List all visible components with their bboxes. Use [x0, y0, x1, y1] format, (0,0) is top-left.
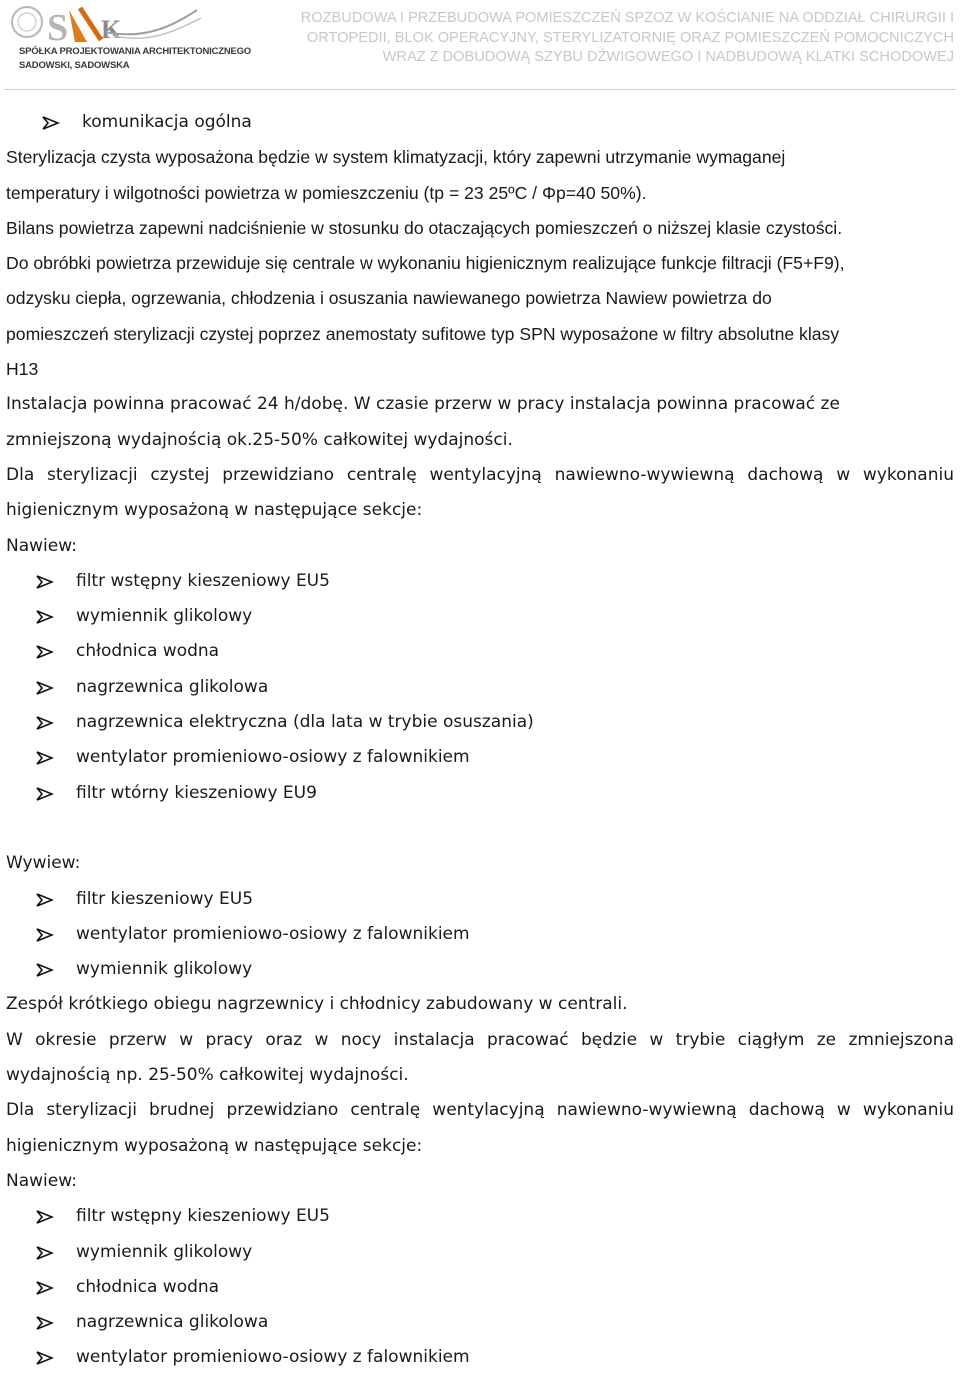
arrow-bullet-icon — [36, 564, 58, 599]
paragraph-line: pomieszczeń sterylizacji czystej poprzez anemostaty sufitowe typ SPN wyposażone w filtry absolutne klasy — [6, 323, 840, 344]
bullet-text: wentylator promieniowo-osiowy z falownikiem — [76, 747, 470, 768]
paragraph-line: wydajnością np. 25-50% całkowitej wydajności. — [6, 1065, 409, 1086]
bullet-text: nagrzewnica glikolowa — [76, 1312, 269, 1333]
bullet-text: wentylator promieniowo-osiowy z falownikiem — [76, 923, 470, 944]
project-title: ROZBUDOWA I PRZEBUDOWA POMIESZCZEŃ SPZOZ W KOŚCIANIE NA ODDZIAŁ CHIRURGII I ORTOPEDII, BLOK OPERACYJNY, STERYLIZATORNIĘ ORAZ POMIESZCZEŃ POMOCNICZYCH WRAZ Z DOBUDOWĄ SZYBU DŹWIGOWEGO I NADBUDOWĄ KLATKI SCHODOWEJ — [300, 10, 954, 65]
bullet-text: filtr kieszeniowy EU5 — [76, 888, 254, 909]
paragraph-line: higienicznym wyposażoną w następujące sekcje: — [6, 1135, 423, 1156]
arrow-bullet-icon — [36, 1235, 58, 1270]
bullet-text: wymiennik glikolowy — [76, 1241, 253, 1262]
arrow-bullet-icon — [36, 705, 58, 740]
bullet-text: nagrzewnica elektryczna (dla lata w trybie osuszania) — [76, 712, 534, 733]
paragraph-line: Sterylizacja czysta wyposażona będzie w system klimatyzacji, który zapewni utrzymanie wymaganej — [6, 147, 786, 168]
logo-owner-names: SADOWSKI, SADOWSKA — [19, 60, 130, 71]
arrow-bullet-icon — [36, 670, 58, 705]
paragraph-line: Zespół krótkiego obiegu nagrzewnicy i chłodnicy zabudowany w centrali. — [6, 994, 628, 1015]
company-logo — [5, 2, 252, 82]
paragraph-line: higienicznym wyposażoną w następujące sekcje: — [6, 500, 423, 521]
arrow-bullet-icon — [36, 1199, 58, 1234]
list-item — [6, 1199, 954, 1234]
list-item — [6, 634, 954, 669]
list-item — [6, 105, 954, 140]
paragraph-line: Do obróbki powietrza przewiduje się centrale w wykonaniu higienicznym realizujące funkcje filtracji (F5+F9), — [6, 253, 845, 274]
document-body — [6, 105, 954, 1376]
bullet-text: komunikacja ogólna — [82, 112, 252, 132]
arrow-bullet-icon — [36, 882, 58, 917]
spacer — [6, 811, 954, 846]
paragraph-line: zmniejszoną wydajnością ok.25-50% całkowitej wydajności. — [6, 429, 513, 450]
svg-text:S: S — [47, 7, 69, 49]
arrow-bullet-icon — [36, 740, 58, 775]
bullet-text: wymiennik glikolowy — [76, 606, 253, 627]
wywiew-list — [6, 882, 954, 988]
list-item — [6, 599, 954, 634]
arrow-bullet-icon — [36, 1305, 58, 1340]
list-item — [6, 882, 954, 917]
bullet-text: chłodnica wodna — [76, 1276, 220, 1297]
paragraph-line: W okresie przerw w pracy oraz w nocy instalacja pracować będzie w trybie ciągłym ze zmniejszona — [6, 1029, 954, 1050]
nawiew2-list — [6, 1199, 954, 1375]
paragraph-line: Instalacja powinna pracować 24 h/dobę. W czasie przerw w pracy instalacja powinna pracować ze — [6, 394, 840, 415]
section-label: Nawiew: — [6, 1170, 77, 1191]
header-divider — [4, 89, 956, 90]
paragraph-line: Dla sterylizacji brudnej przewidziano centralę wentylacyjną nawiewno-wywiewną dachową w wykonaniu — [6, 1100, 954, 1121]
list-item — [6, 952, 954, 987]
paragraph-line: temperatury i wilgotności powietrza w pomieszczeniu (tp = 23 25ºC / Φp=40 50%). — [6, 182, 647, 203]
paragraph-line: H13 — [6, 359, 39, 380]
list-item — [6, 917, 954, 952]
list-item — [6, 776, 954, 811]
arrow-bullet-icon — [36, 1270, 58, 1305]
bullet-text: filtr wstępny kieszeniowy EU5 — [76, 1206, 330, 1227]
nawiew-list — [6, 564, 954, 811]
list-item — [6, 564, 954, 599]
svg-text:K: K — [101, 15, 122, 44]
bullet-text: wentylator promieniowo-osiowy z falownikiem — [76, 1347, 470, 1368]
arrow-bullet-icon — [36, 1340, 58, 1375]
bullet-text: nagrzewnica glikolowa — [76, 676, 269, 697]
arrow-bullet-icon — [42, 105, 64, 140]
bullet-text: chłodnica wodna — [76, 641, 220, 662]
bullet-text: wymiennik glikolowy — [76, 959, 253, 980]
bullet-text: filtr wtórny kieszeniowy EU9 — [76, 782, 317, 803]
paragraph-line: Dla sterylizacji czystej przewidziano centralę wentylacyjną nawiewno-wywiewną dachową w wykonaniu — [6, 464, 954, 485]
paragraph-line: Bilans powietrza zapewni nadciśnienie w stosunku do otaczających pomieszczeń o niższej klasie czystości. — [6, 217, 843, 238]
list-item — [6, 1270, 954, 1305]
arrow-bullet-icon — [36, 634, 58, 669]
list-item — [6, 1305, 954, 1340]
section-label: Wywiew: — [6, 853, 81, 874]
arrow-bullet-icon — [36, 599, 58, 634]
bullet-text: filtr wstępny kieszeniowy EU5 — [76, 570, 330, 591]
list-item — [6, 1340, 954, 1375]
list-item — [6, 1235, 954, 1270]
arrow-bullet-icon — [36, 917, 58, 952]
arrow-bullet-icon — [36, 776, 58, 811]
list-item — [6, 670, 954, 705]
logo-company-name: SPÓŁKA PROJEKTOWANIA ARCHITEKTONICZNEGO — [19, 46, 252, 57]
list-item — [6, 705, 954, 740]
page-header — [0, 0, 960, 92]
list-item — [6, 740, 954, 775]
section-label: Nawiew: — [6, 535, 77, 556]
arrow-bullet-icon — [36, 952, 58, 987]
paragraph-line: odzysku ciepła, ogrzewania, chłodzenia i osuszania nawiewanego powietrza Nawiew powietrza do — [6, 288, 772, 309]
